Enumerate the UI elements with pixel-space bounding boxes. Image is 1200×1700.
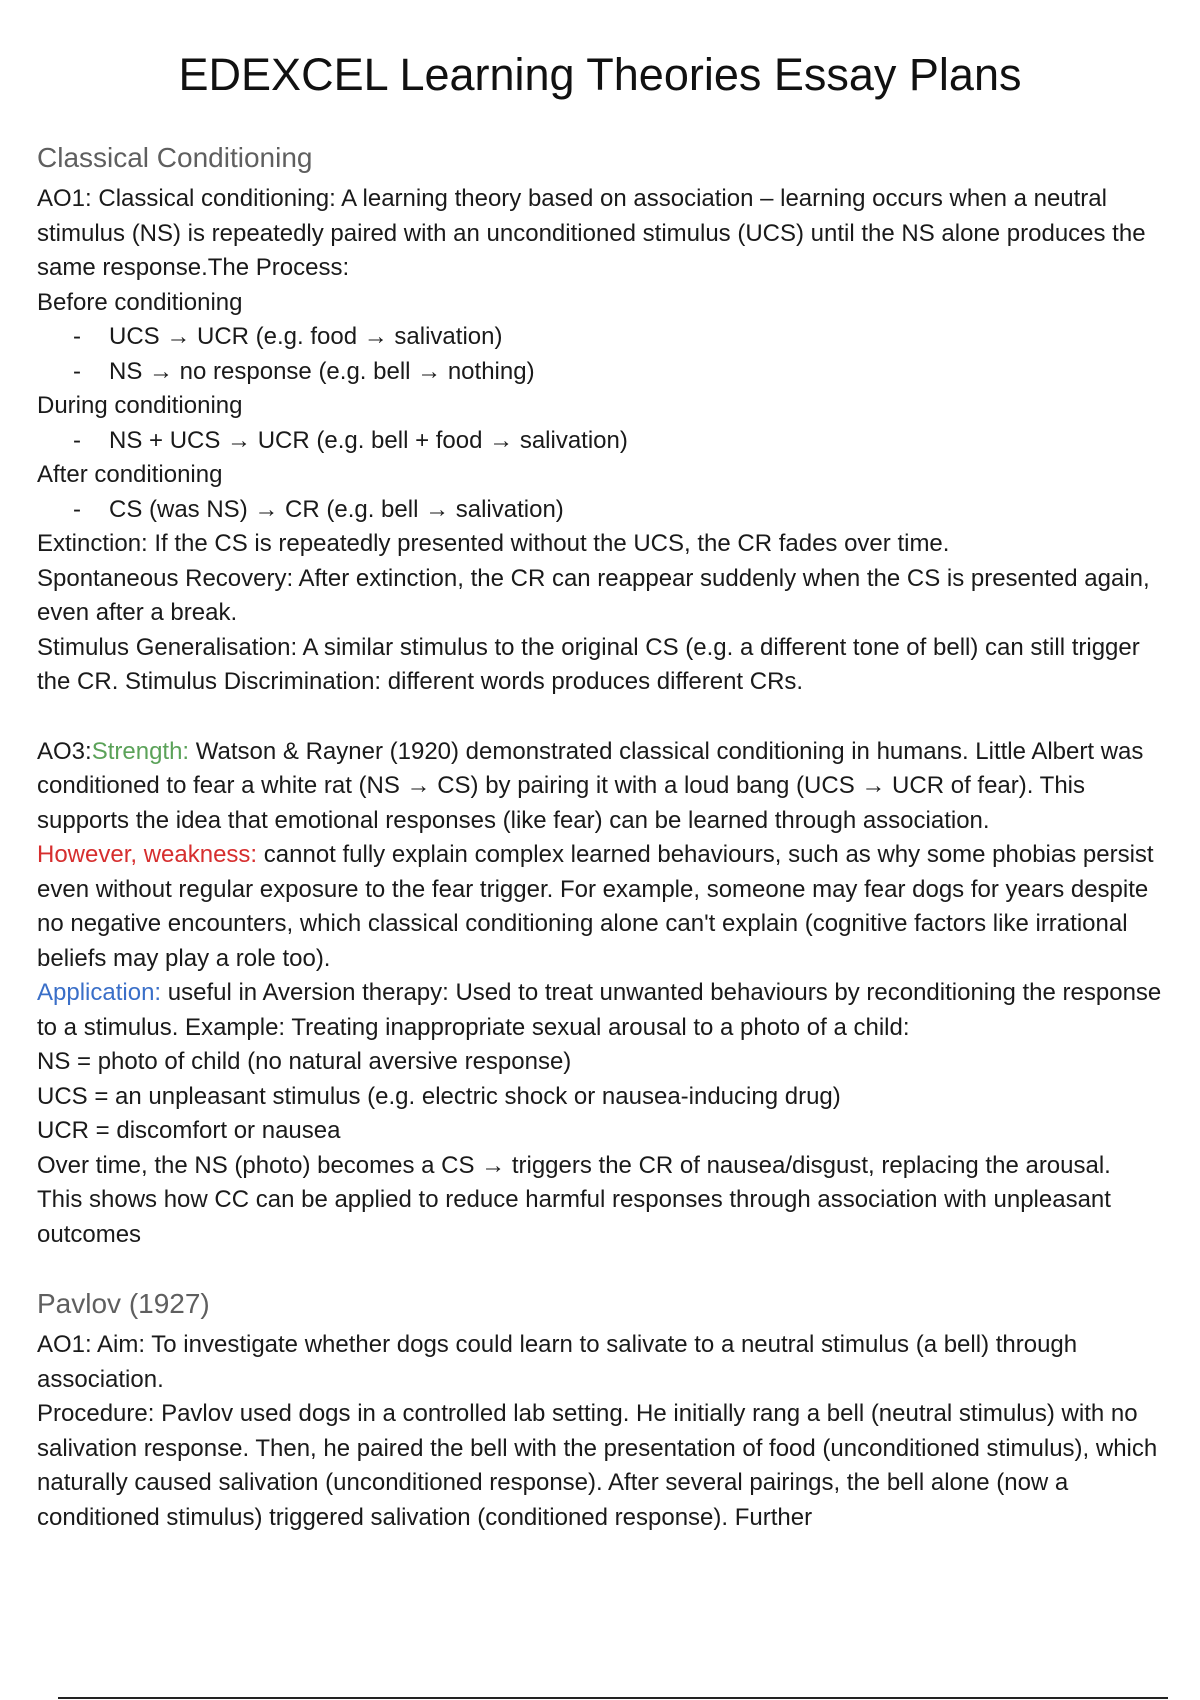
bullet-dash: -: [73, 357, 81, 385]
pavlov-aim-paragraph: AO1: Aim: To investigate whether dogs could learn to salivate to a neutral stimulus (a bell) through association.: [37, 1331, 1078, 1393]
bullet-dash: -: [73, 495, 81, 523]
paragraph-gap: [37, 700, 1177, 735]
after-conditioning-label: After conditioning: [37, 461, 223, 488]
list-item: [37, 355, 1177, 390]
application-label: Application:: [37, 979, 162, 1006]
application-text: useful in Aversion therapy: Used to treat unwanted behaviours by reconditioning the response to a stimulus. Example: Treating inappropriate sexual arousal to a photo of a child:: [37, 979, 1162, 1041]
ns-line: NS = photo of child (no natural aversive response): [37, 1048, 572, 1075]
ao3-prefix: AO3:: [37, 737, 92, 765]
ao3-strength-paragraph: [37, 735, 1177, 839]
page-title: EDEXCEL Learning Theories Essay Plans: [178, 49, 1022, 100]
pavlov-procedure-paragraph: Procedure: Pavlov used dogs in a controlled lab setting. He initially rang a bell (neutral stimulus) with no salivation response. Then, he paired the bell with the presentation of food (unconditioned stimulus), which naturally caused salivation (unconditioned response). After several pairings, the bell alone (now a conditioned stimulus) triggered salivation (conditioned response). Further: [37, 1400, 1158, 1531]
spontaneous-recovery-paragraph: Spontaneous Recovery: After extinction, the CR can reappear suddenly when the CS is presented again, even after a break.: [37, 564, 1150, 626]
strength-label: Strength:: [91, 737, 190, 765]
weakness-paragraph: [37, 838, 1177, 976]
list-item: [37, 493, 1177, 528]
list-item-text: CS (was NS) → CR (e.g. bell → salivation): [109, 495, 564, 523]
before-conditioning-label: Before conditioning: [37, 288, 243, 316]
generalisation-paragraph: Stimulus Generalisation: A similar stimulus to the original CS (e.g. a different tone of bell) can still trigger the CR. Stimulus Discrimination: different words produces different CRs.: [37, 633, 1140, 695]
page-bottom-rule: [58, 1697, 1168, 1699]
strength-text: Watson & Rayner (1920) demonstrated classical conditioning in humans. Little Albert was conditioned to fear a white rat (NS → CS) by pairing it with a loud bang (UCS → UCR of fear). This supports the idea that emotional responses (like fear) can be learned through association.: [37, 737, 1144, 834]
application-paragraph: [37, 976, 1177, 1045]
ao1-intro-paragraph: AO1: Classical conditioning: A learning theory based on association – learning occurs when a neutral stimulus (NS) is repeatedly paired with an unconditioned stimulus (UCS) until the NS alone produces the same response.The Process:: [37, 185, 1146, 281]
list-item-text: UCS → UCR (e.g. food → salivation): [109, 323, 503, 350]
bullet-dash: -: [73, 323, 81, 350]
extinction-paragraph: Extinction: If the CS is repeatedly presented without the UCS, the CR fades over time.: [37, 530, 950, 557]
section-heading-classical-conditioning: Classical Conditioning: [37, 142, 313, 173]
list-item-text: NS → no response (e.g. bell → nothing): [109, 357, 535, 385]
weakness-label: However, weakness:: [37, 841, 258, 868]
section-heading-pavlov: Pavlov (1927): [37, 1288, 210, 1319]
cc-application-summary: This shows how CC can be applied to reduce harmful responses through association with unpleasant outcomes: [37, 1186, 1111, 1248]
list-item-text: NS + UCS → UCR (e.g. bell + food → salivation): [109, 426, 628, 454]
ucs-line: UCS = an unpleasant stimulus (e.g. electric shock or nausea-inducing drug): [37, 1082, 841, 1110]
list-item: [37, 424, 1177, 459]
paragraph-gap: [37, 1252, 1177, 1284]
list-item: [37, 320, 1177, 355]
ucr-line: UCR = discomfort or nausea: [37, 1117, 341, 1144]
document-body: [37, 138, 1177, 1535]
over-time-paragraph: Over time, the NS (photo) becomes a CS → triggers the CR of nausea/disgust, replacing the arousal.: [37, 1151, 1111, 1179]
bullet-dash: -: [73, 426, 81, 454]
during-conditioning-label: During conditioning: [37, 392, 243, 419]
weakness-text: cannot fully explain complex learned behaviours, such as why some phobias persist even without regular exposure to the fear trigger. For example, someone may fear dogs for years despite no negative encounters, which classical conditioning alone can't explain (cognitive factors like irrational beliefs may play a role too).: [37, 841, 1154, 972]
